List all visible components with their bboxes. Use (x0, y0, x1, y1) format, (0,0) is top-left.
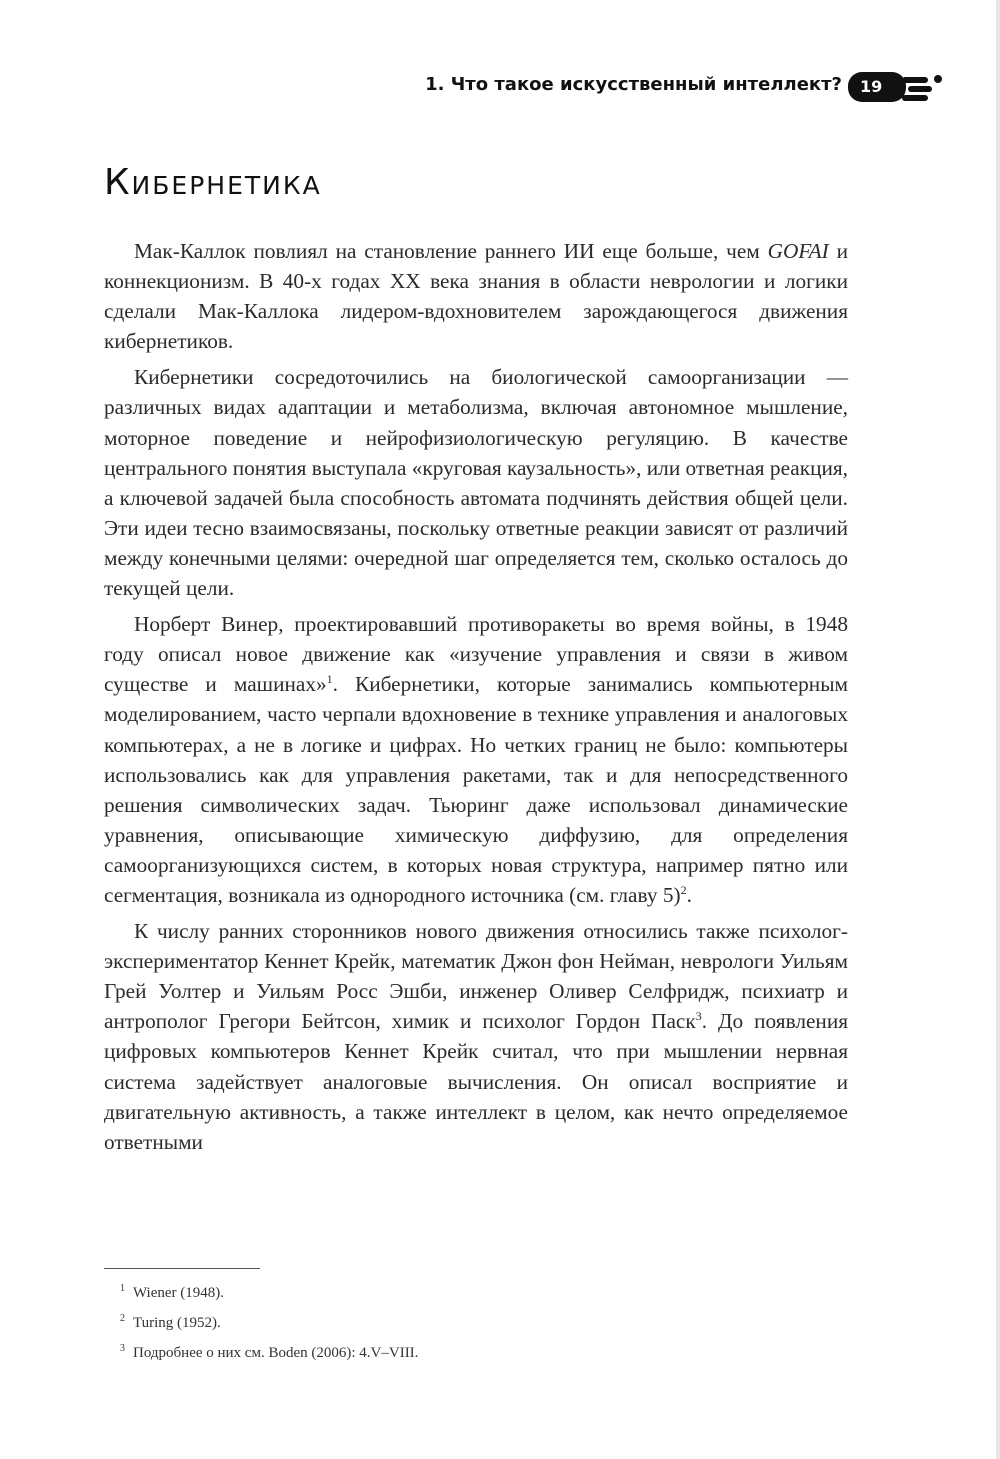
footnote-text: Wiener (1948). (133, 1285, 225, 1301)
footnote-divider (104, 1268, 260, 1269)
footnote-ref: 3 (695, 1009, 702, 1024)
paragraph (104, 916, 848, 1157)
footnote-ref: 1 (326, 672, 333, 687)
footnote (120, 1336, 820, 1366)
footnote (120, 1306, 820, 1336)
text-run: . Кибернетики, которые занимались компьютерным моделированием, часто черпали вдохновение в технике управления и аналоговых компьютерах, а не в логике и цифрах. Но четких границ не было: компьютеры использовались как для управления ракетами, так и для непосредственного решения символических задач. Тьюринг даже использовал динамические уравнения, описывающие химическую диффузию, для определения самоорганизующихся систем, в которых новая структура, например пятно или сегментация, возникала из однородного источника (см. главу 5) (104, 672, 848, 907)
paragraph (104, 609, 848, 910)
text-run: . (686, 882, 692, 907)
footnote-text: Подробнее о них см. Boden (2006): 4.V–VIII. (133, 1345, 419, 1361)
text-run: К числу ранних сторонников нового движения относились также психолог-экспериментатор Кеннет Крейк, математик Джон фон Нейман, неврологи Уильям Грей Уолтер и Уильям Росс Эшби, инженер Оливер Селфридж, психиатр и антрополог Грегори Бейтсон, химик и психолог Гордон Паск (104, 919, 848, 1034)
footnote-mark: 1 (120, 1283, 125, 1294)
menu-lines-icon (902, 74, 946, 104)
footnote-mark: 2 (120, 1313, 125, 1324)
running-header (380, 70, 950, 104)
text-run: Норберт Винер, проектировавший противоракеты во время войны, в 1948 году описал новое движение как «изучение управления и связи в живом существе и машинах» (104, 612, 848, 697)
text-run: Кибернетики сосредоточились на биологической самоорганизации — различных видах адаптации и метаболизма, включая автономное мышление, моторное поведение и нейрофизиологическую регуляцию. В качестве центрального понятия выступала «круговая каузальность», или ответная реакция, а ключевой задачей была способность автомата подчинять действия общей цели. Эти идеи тесно взаимосвязаны, поскольку ответные реакции зависят от различий между конечными целями: очередной шаг определяется тем, сколько осталось до текущей цели. (104, 365, 848, 601)
footnote-ref: 2 (680, 882, 687, 897)
text-run: и коннекционизм. В 40-х годах XX века знания в области неврологии и логики сделали Мак-Каллока лидером-вдохновителем зарождающегося движения кибернетиков. (104, 239, 848, 354)
footnote-mark: 3 (120, 1343, 125, 1354)
footnote-text: Turing (1952). (133, 1315, 221, 1331)
footnote (120, 1276, 820, 1306)
text-run: Мак-Каллок повлиял на становление раннего ИИ еще больше, чем (134, 239, 768, 263)
paragraph (104, 236, 848, 356)
text-run: . До появления цифровых компьютеров Кеннет Крейк считал, что при мышлении нервная система задействует аналоговые вычисления. Он описал восприятие и двигательную активность, а также интеллект в целом, как нечто определяемое ответными (104, 1009, 849, 1154)
body-text (104, 236, 848, 1163)
section-heading: Кибернетика (104, 162, 322, 203)
paragraph (104, 362, 848, 603)
footnotes (120, 1276, 820, 1366)
text-run: GOFAI (767, 239, 829, 263)
page-number-badge: 19 (848, 72, 906, 102)
chapter-title: 1. Что такое искусственный интеллект? (425, 74, 842, 95)
